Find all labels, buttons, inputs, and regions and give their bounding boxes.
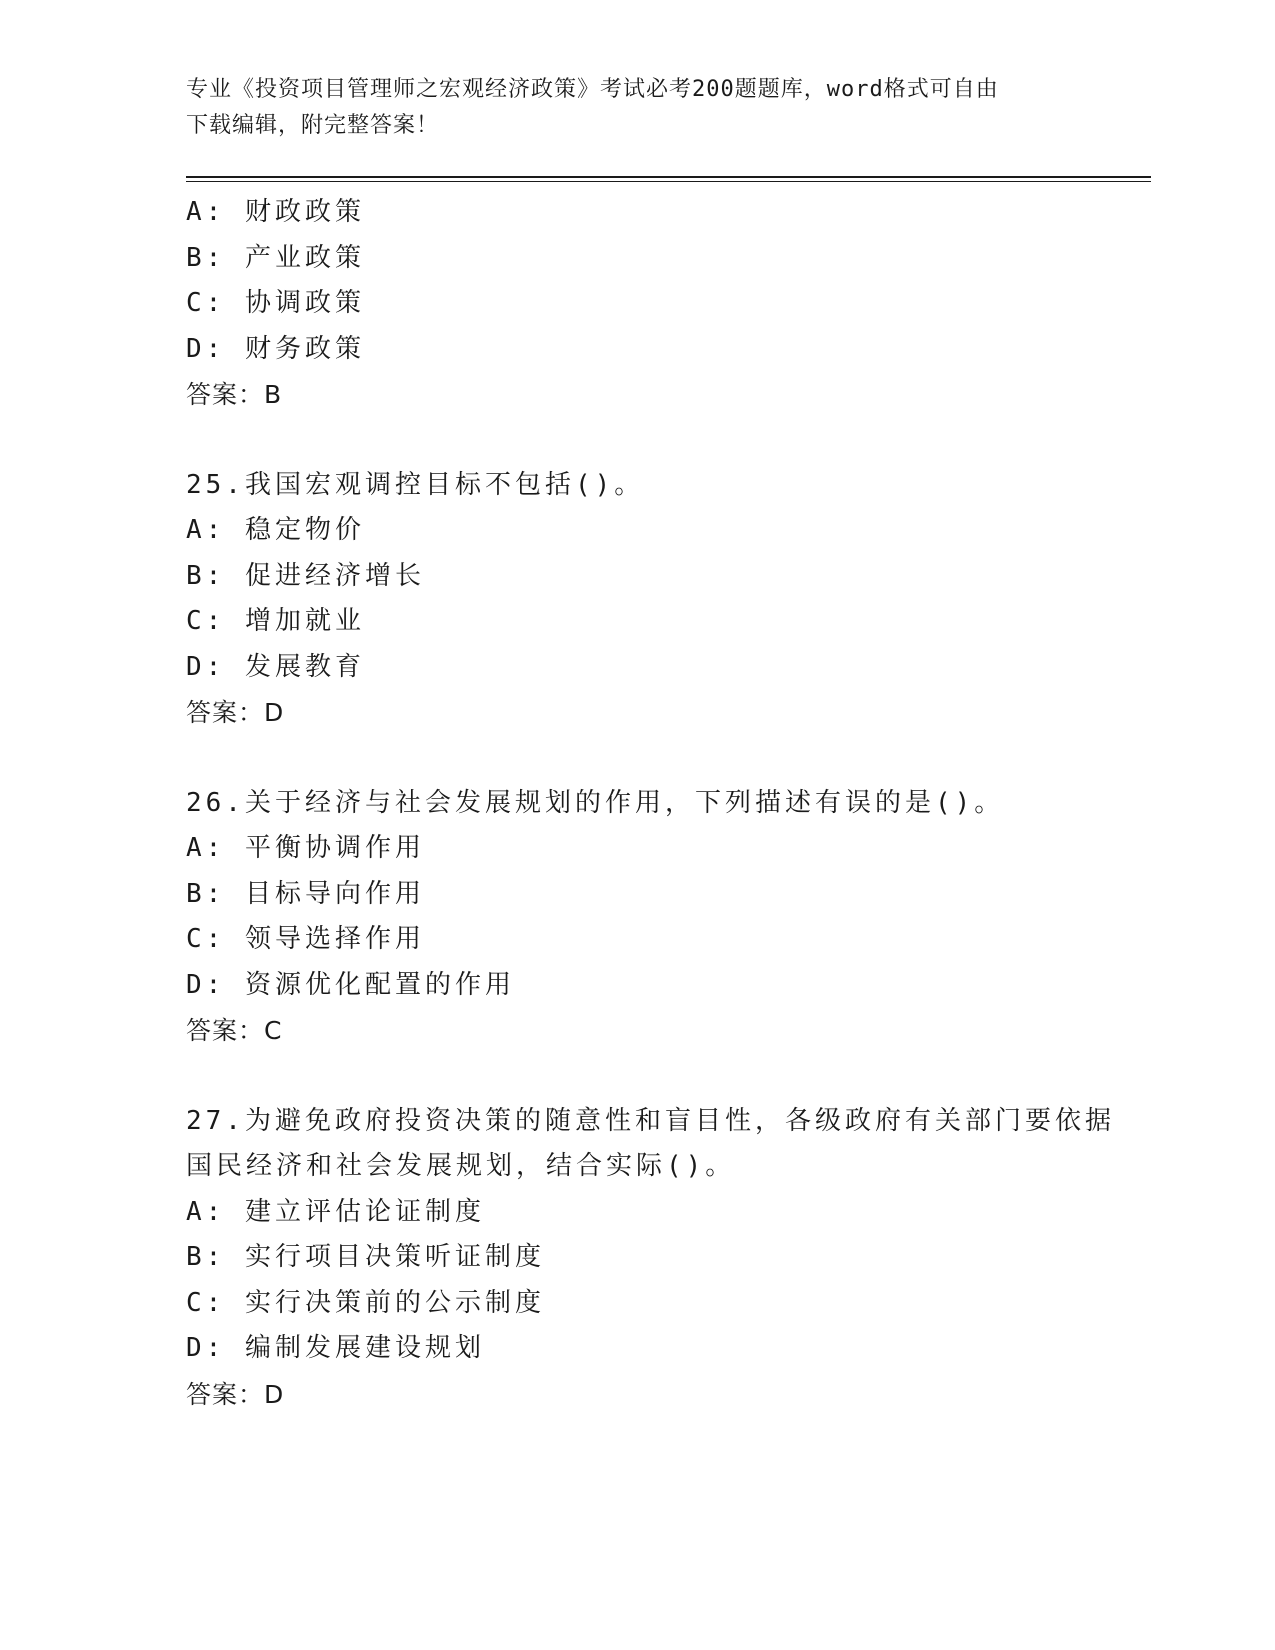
question-text-line-1: 27.为避免政府投资决策的随意性和盲目性，各级政府有关部门要依据 [186,1105,1115,1136]
option-b: B: 目标导向作用 [186,878,425,909]
question-24 [186,190,1086,418]
option-a: A: 稳定物价 [186,515,365,545]
document-header [186,72,1066,144]
option-a: A: 建立评估论证制度 [186,1196,485,1227]
answer: 答案：B [186,380,283,409]
option-d: D: 资源优化配置的作用 [186,969,515,1000]
option-c: C: 领导选择作用 [186,924,425,954]
option-c: C: 实行决策前的公示制度 [186,1287,545,1318]
question-text: 25.我国宏观调控目标不包括()。 [186,469,645,500]
answer: 答案：D [186,1379,285,1409]
question-text-line-2: 国民经济和社会发展规划，结合实际()。 [186,1151,736,1181]
header-line-1: 专业《投资项目管理师之宏观经济政策》考试必考200题题库，word格式可自由 [186,77,999,102]
question-27 [186,1099,1115,1418]
question-26 [186,781,1086,1054]
answer: 答案：C [186,1016,283,1045]
option-a: A: 平衡协调作用 [186,833,425,863]
option-d: D: 财务政策 [186,333,365,364]
option-c: C: 增加就业 [186,606,365,636]
option-c: C: 协调政策 [186,288,365,318]
answer: 答案：D [186,698,285,727]
option-b: B: 促进经济增长 [186,560,425,591]
header-line-2: 下载编辑，附完整答案！ [186,113,440,138]
question-spacer [186,736,1086,781]
question-text: 26.关于经济与社会发展规划的作用，下列描述有误的是()。 [186,787,1005,818]
header-divider-thin [186,181,1151,182]
question-25 [186,463,1086,736]
option-b: B: 实行项目决策听证制度 [186,1242,545,1272]
question-spacer [186,418,1086,463]
question-list [186,190,1115,1417]
header-divider-thick [186,176,1151,178]
question-spacer [186,1054,1086,1099]
option-a: A: 财政政策 [186,197,365,227]
option-b: B: 产业政策 [186,242,365,273]
option-d: D: 编制发展建设规划 [186,1333,485,1363]
header-divider [186,176,1151,182]
option-d: D: 发展教育 [186,651,365,682]
